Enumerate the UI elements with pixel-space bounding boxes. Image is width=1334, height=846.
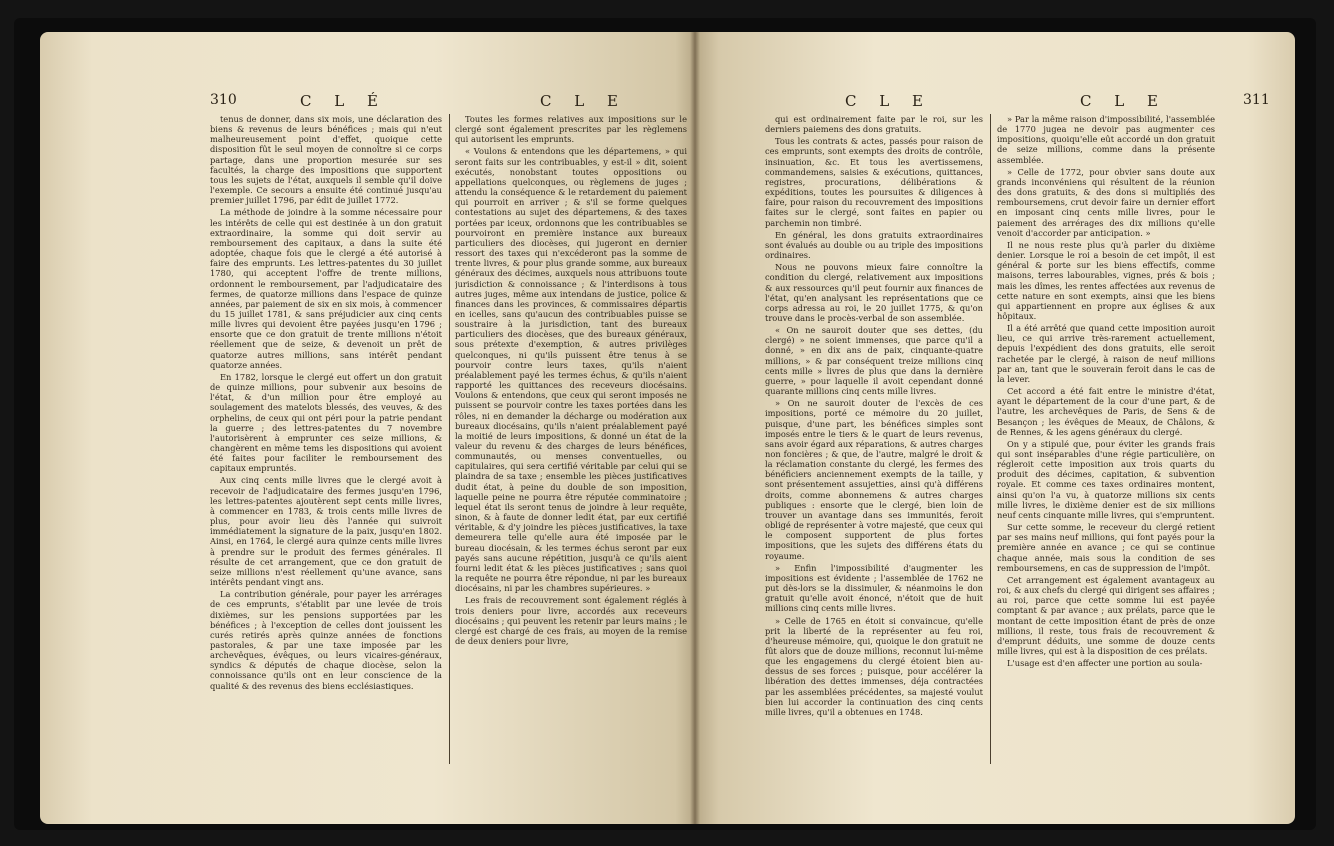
paragraph: » Celle de 1772, pour obvier sans doute aux grands inconvéniens qui résultent de la réunion des dons gratuits, & des dons si multipliés des remboursemens, crut devoir faire un dernier effort en imposant cinq cents mille livres, pour le paiement des arrérages des dix millions qu'elle venoit d'accorder par anticipation. » bbox=[997, 166, 1215, 238]
left-page-column-2 bbox=[455, 114, 687, 804]
paragraph: Aux cinq cents mille livres que le clergé avoit à recevoir de l'adjudicataire des fermes jusqu'en 1796, les lettres-patentes ajoutèrent sept cents mille livres, à commencer en 1783, & trois cents mille livres de plus, pour avoir lieu dès l'année qui suivroit immédiatement la signature de la paix, jusqu'en 1802. Ainsi, en 1764, le clergé aura quinze cents mille livres à prendre sur le produit des fermes générales. Il résulte de cet arrangement, que ce don gratuit de seize millions n'est réellement qu'une avance, sans intérêts pendant vingt ans. bbox=[210, 475, 442, 588]
paragraph: » On ne sauroit douter de l'excès de ces impositions, porté ce mémoire du 20 juillet, puisque, d'une part, les bénéfices simples sont imposés entre le tiers & le quart de leurs revenus, sans avoir égard aux réparations, & autres charges non foncières ; & que, de l'autre, malgré le droit & la réclamation constante du clergé, les fermes des bénéficiers anciennement exempts de la taille, y sont présentement assujetties, ainsi qu'à différens droits, comme abonnemens & autres charges publiques : ensorte que le clergé, bien loin de trouver un avantage dans ses immunités, feroit obligé de représenter à votre majesté, que ceux qui le composent supportent de plus fortes impositions, que les sujets des différens états du royaume. bbox=[765, 398, 983, 561]
paragraph: Nous ne pouvons mieux faire connoître la condition du clergé, relativement aux impositions & aux ressources qu'il peut fournir aux finances de l'état, qu'en analysant les représentations que ce corps adressa au roi, le 20 juillet 1775, & qu'on trouve dans le procès-verbal de son assemblée. bbox=[765, 262, 983, 323]
paragraph: La contribution générale, pour payer les arrérages de ces emprunts, s'établit par une levée de trois dixièmes, sur les pensions supportées par les bénéfices ; à l'exception de celles dont jouissent les curés retirés après quinze années de fonctions pastorales, & par une taxe imposée par les archevêques, évêques, ou leurs vicaires-généraux, syndics & députés de chaque diocèse, selon la connoissance qu'ils ont en leur conscience de la qualité & des revenus des biens ecclésiastiques. bbox=[210, 589, 442, 691]
paragraph: L'usage est d'en affecter une portion au soula- bbox=[1006, 658, 1203, 669]
right-page-column-2 bbox=[997, 114, 1215, 804]
column-rule bbox=[449, 114, 450, 764]
paragraph: Cet arrangement est également avantageux au roi, & aux chefs du clergé qui dirigent ses affaires ; au roi, parce que cette somme lui est payée comptant & par avance ; aux prélats, parce que le montant de cette imposition étant de près de onze millions, il reste, tous frais de recouvrement & d'emprunt déduits, une somme de douze cents mille livres, qui est à la disposition de ces prélats. bbox=[997, 574, 1215, 656]
paragraph: Cet accord a été fait entre le ministre d'état, ayant le département de la cour d'une part, & de l'autre, les archevêques de Paris, de Sens & de Besançon ; les évêques de Meaux, de Châlons, & de Rennes, & les agens généraux du clergé. bbox=[997, 386, 1215, 437]
paragraph: La méthode de joindre à la somme nécessaire pour les intérêts de celle qui est destinée à un don gratuit extraordinaire, la somme qui doit servir au remboursement des capitaux, a dans la suite été adoptée, chaque fois que le clergé a été autorisé à faire des emprunts. Les lettres-patentes du 30 juillet 1780, qui acceptent l'offre de trente millions, ordonnent le remboursement, par l'adjudicataire des fermes, de quatorze millions dans l'espace de quinze années, par paiement de six en six mois, à commencer du 15 juillet 1781, & sans préjudicier aux cinq cents mille livres qui devoient être payées jusqu'en 1796 ; ensorte que ce don gratuit de trente millions n'étoit réellement que de seize, & devenoit un prêt de quatorze autres millions, sans intérêt pendant quatorze années. bbox=[210, 207, 442, 370]
paragraph: tenus de donner, dans six mois, une déclaration des biens & revenus de leurs bénéfices ; mais qui n'eut malheureusement point d'effet, quoique cette disposition fût le seul moyen de connoître si ce corps partage, dans une proportion mesurée sur ses facultés, la charge des impositions que supportent tous les sujets de l'état, auxquels il semble qu'il doive l'exemple. Ce secours a ensuite été continué jusqu'au premier juillet 1796, par édit de juillet 1772. bbox=[210, 114, 442, 206]
right-page bbox=[695, 32, 1295, 824]
paragraph: Toutes les formes relatives aux impositions sur le clergé sont également prescrites par les règlemens qui autorisent les emprunts. bbox=[455, 114, 687, 145]
paragraph: Tous les contrats & actes, passés pour raison de ces emprunts, sont exempts des droits de contrôle, insinuation, &c. Et tous les avertissemens, commandemens, saisies & exécutions, quittances, registres, procurations, délibérations & expéditions, toutes les poursuites & diligences à faire, pour raison du recouvrement des impositions faites sur le clergé, sont faites en papier ou parchemin non timbré. bbox=[765, 136, 983, 228]
running-header-left: C L E bbox=[845, 92, 932, 110]
paragraph: En 1782, lorsque le clergé eut offert un don gratuit de quinze millions, pour subvenir aux besoins de l'état, & d'un million pour être employé au soulagement des matelots blessés, des veuves, & des orphelins, de ceux qui ont péri pour la patrie pendant la guerre ; des lettres-patentes du 7 novembre l'autorisèrent à emprunter ces seize millions, & changèrent en même tems les dispositions qui avoient été faites pour faciliter le remboursement des capitaux empruntés. bbox=[210, 371, 442, 474]
left-page bbox=[40, 32, 695, 824]
book-gutter bbox=[690, 32, 700, 824]
open-book-spread bbox=[14, 18, 1316, 830]
paragraph: Il ne nous reste plus qu'à parler du dixième denier. Lorsque le roi a besoin de cet impôt, il est général & porte sur les biens effectifs, comme maisons, terres labourables, vignes, prés & bois ; mais les dîmes, les rentes affectées aux revenus de cette nature en sont exempts, ainsi que les biens qui appartiennent en propre aux églises & aux hôpitaux. bbox=[997, 239, 1215, 321]
paragraph: qui est ordinairement faite par le roi, sur les derniers paiemens des dons gratuits. bbox=[765, 114, 983, 135]
paragraph: On y a stipulé que, pour éviter les grands frais qui sont inséparables d'une régie particulière, on régleroit cette imposition aux trois quarts du produit des décimes, capitation, & subvention royale. Et comme ces taxes ordinaires montent, ainsi qu'on l'a vu, à quatorze millions six cents mille livres, le dixième denier est de six millions neuf cents cinquante mille livres, qui s'empruntent. bbox=[997, 438, 1215, 520]
page-number: 310 bbox=[210, 92, 237, 108]
paragraph: « Voulons & entendons que les départemens, » qui seront faits sur les contribuables, y est-il » dit, soient exécutés, nonobstant toutes oppositions ou appellations quelconques, ou règlemens de juges ; attendu la conséquence & le retardement du paiement qui pourroit en arriver ; & s'il se forme quelques contestations au sujet des départemens, & des taxes portées par iceux, ordonnons que les contribuables se pourvoiront en première instance aux bureaux particuliers des diocèses, qui jugeront en dernier ressort des taxes qui n'excéderont pas la somme de trente livres, & pour plus grande somme, aux bureaux généraux des décimes, auxquels nous attribuons toute jurisdiction & connoissance ; & l'interdisons à tous autres juges, même aux intendans de justice, police & finances dans les provinces, & commissaires départis en icelles, sans qu'aucun des contribuables puisse se soustraire à la jurisdiction, tant des bureaux particuliers des diocèses, que des bureaux généraux, sous prétexte d'exemption, & autres privilèges quelconques, ni qu'ils puissent être tenus à se pourvoir contre leurs taxes, qu'ils n'aient préalablement payé les termes échus, & qu'ils n'aient rapporté les quittances des receveurs diocésains. Voulons & entendons, que ceux qui seront imposés ne puissent se pourvoir contre les taxes portées dans les rôles, ni en demander la décharge ou modération aux bureaux diocésains, qu'ils n'aient préalablement payé la moitié de leurs impositions, & donné un état de la valeur du revenu & des charges de leurs bénéfices, communautés, ou menses conventuelles, ou capitulaires, qui sera certifié véritable par celui qui se plaindra de sa taxe ; ensemble les pièces justificatives dudit état, à peine du double de son imposition, laquelle peine ne pourra être réputée comminatoire ; lequel état ils seront tenus de joindre à leur requête, sinon, & à faute de donner ledit état, par eux certifié véritable, & d'y joindre les pièces justificatives, la taxe demeurera telle qu'elle aura été imposée par le bureau diocésain, & les termes échus seront par eux payés sans aucune répétition, jusqu'à ce qu'ils aient fourni ledit état & les pièces justificatives ; sans quoi la requête ne pourra être répondue, ni par les bureaux diocésains, ni par les chambres supérieures. » bbox=[455, 146, 687, 594]
paragraph: Sur cette somme, le receveur du clergé retient par ses mains neuf millions, qui font payés pour la première année en avance ; ce qui se continue chaque année, mais sous la condition de ses remboursemens, en cas de suppression de l'impôt. bbox=[997, 522, 1215, 573]
paragraph: » Enfin l'impossibilité d'augmenter les impositions est évidente ; l'assemblée de 1762 ne put dès-lors se la dissimuler, & néanmoins le don gratuit qu'elle avoit énoncé, n'étoit que de huit millions cinq cents mille livres. bbox=[765, 562, 983, 614]
running-header-left: C L É bbox=[300, 92, 387, 110]
column-rule bbox=[990, 114, 991, 764]
running-header-right: C L E bbox=[540, 92, 627, 110]
left-page-column-1 bbox=[210, 114, 442, 804]
paragraph: Il a été arrêté que quand cette imposition auroit lieu, ce qui arrive très-rarement actuellement, depuis l'expédient des dons gratuits, elle seroit rachetée par le clergé, à raison de neuf millions par an, tant que le souverain feroit dans le cas de la lever. bbox=[997, 323, 1215, 384]
right-page-column-1 bbox=[765, 114, 983, 804]
page-number: 311 bbox=[1243, 92, 1270, 108]
paragraph: « On ne sauroit douter que ses dettes, (du clergé) » ne soient immenses, que parce qu'il a donné, » en dix ans de paix, cinquante-quatre millions, » & par conséquent treize millions cinq cents mille » livres de plus que dans la dernière guerre, » pour laquelle il avoit cependant donné quarante millions cinq cents mille livres. bbox=[765, 325, 983, 397]
paragraph: » Celle de 1765 en étoit si convaincue, qu'elle prit la liberté de la représenter au feu roi, d'heureuse mémoire, qui, quoique le don gratuit ne fût alors que de douze millions, reconnut lui-même que les engagemens du clergé étoient bien au-dessus de ses forces ; puisque, pour accélérer la libération des dettes immenses, déja contractées par les assemblées précédentes, sa majesté voulut bien lui accorder la continuation des cinq cents mille livres, qu'il a obtenues en 1748. bbox=[765, 615, 983, 717]
running-header-right: C L E bbox=[1080, 92, 1167, 110]
paragraph: En général, les dons gratuits extraordinaires sont évalués au double ou au triple des impositions ordinaires. bbox=[765, 229, 983, 261]
paragraph: Les frais de recouvrement sont également réglés à trois deniers pour livre, accordés aux receveurs diocésains ; qui peuvent les retenir par leurs mains ; le clergé est chargé de ces frais, au moyen de la remise de deux deniers pour livre, bbox=[455, 595, 687, 646]
paragraph: » Par la même raison d'impossibilité, l'assemblée de 1770 jugea ne devoir pas augmenter ces impositions, quoiqu'elle eût accordé un don gratuit de seize millions, comme dans la présente assemblée. bbox=[997, 114, 1215, 165]
